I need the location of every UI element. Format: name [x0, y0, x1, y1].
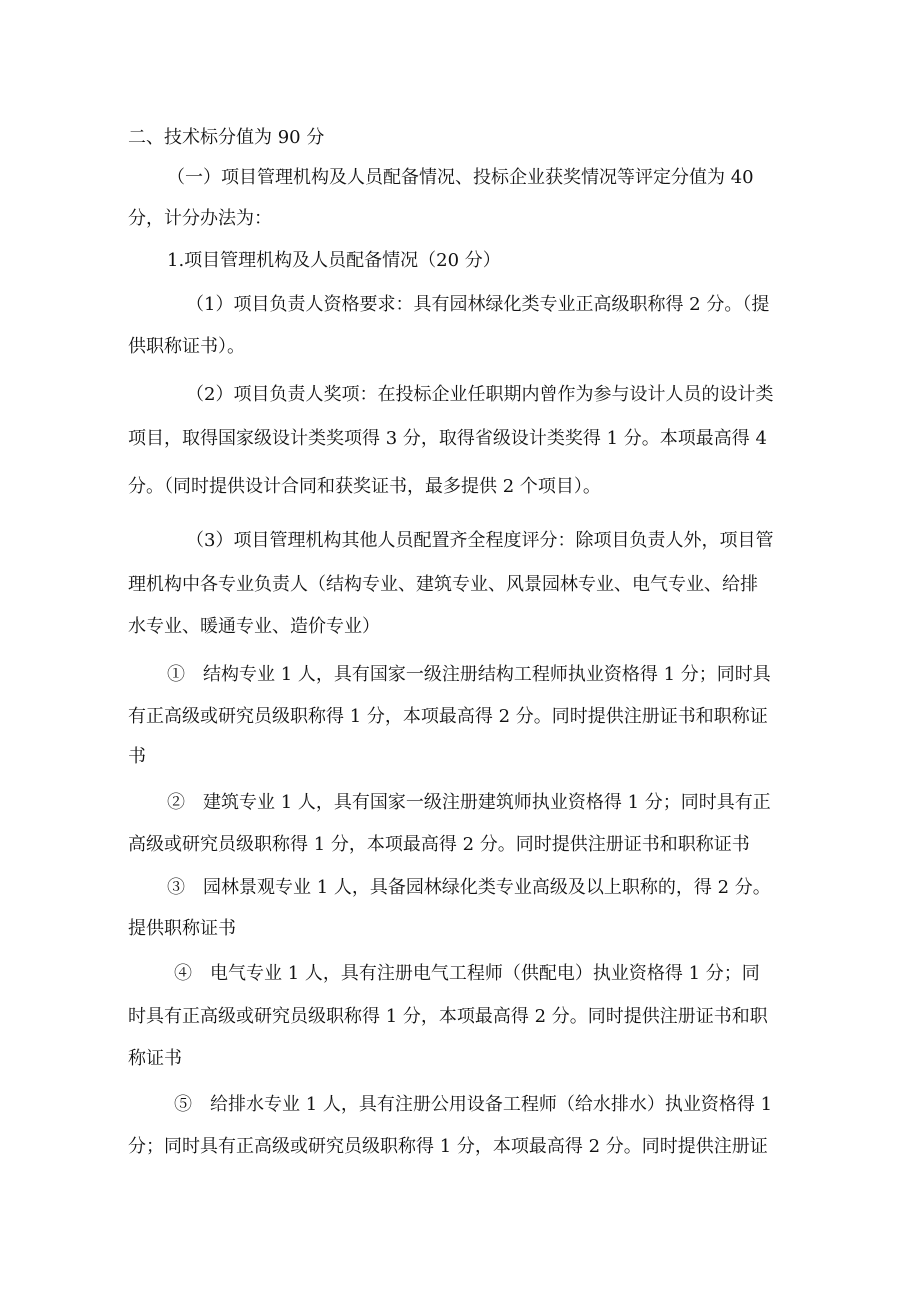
paragraph-line: （一）项目管理机构及人员配备情况、投标企业获奖情况等评定分值为 40 [167, 167, 754, 188]
list-item-line: ③ 园林景观专业 1 人，具备园林绿化类专业高级及以上职称的，得 2 分。 [167, 877, 771, 898]
list-item-line: ④ 电气专业 1 人，具有注册电气工程师（供配电）执业资格得 1 分；同 [174, 963, 760, 984]
paragraph-line: 理机构中各专业负责人（结构专业、建筑专业、风景园林专业、电气专业、给排 [128, 574, 758, 595]
list-item-line: 有正高级或研究员级职称得 1 分，本项最高得 2 分。同时提供注册证书和职称证 [128, 706, 768, 727]
paragraph-line: 水专业、暖通专业、造价专业） [128, 616, 380, 637]
paragraph-line: 分。（同时提供设计合同和获奖证书，最多提供 2 个项目）。 [128, 476, 601, 497]
paragraph-line: （1）项目负责人资格要求：具有园林绿化类专业正高级职称得 2 分。（提 [186, 294, 770, 315]
section-heading: 二、技术标分值为 90 分 [128, 127, 325, 148]
subsection-heading: 1.项目管理机构及人员配备情况（20 分） [167, 250, 501, 271]
list-item-line: ⑤ 给排水专业 1 人，具有注册公用设备工程师（给水排水）执业资格得 1 [174, 1094, 773, 1115]
list-item-line: 时具有正高级或研究员级职称得 1 分，本项最高得 2 分。同时提供注册证书和职 [128, 1006, 768, 1027]
list-item-line: 提供职称证书 [128, 918, 236, 939]
list-item-line: 分；同时具有正高级或研究员级职称得 1 分，本项最高得 2 分。同时提供注册证 [128, 1136, 768, 1157]
paragraph-line: 供职称证书）。 [128, 336, 245, 357]
list-item-line: 称证书 [128, 1048, 182, 1069]
paragraph-line: 项目，取得国家级设计类奖项得 3 分，取得省级设计类奖得 1 分。本项最高得 4 [128, 428, 767, 449]
paragraph-line: 分，计分办法为： [128, 208, 272, 229]
paragraph-line: （2）项目负责人奖项：在投标企业任职期内曾作为参与设计人员的设计类 [186, 384, 774, 405]
paragraph-line: （3）项目管理机构其他人员配置齐全程度评分：除项目负责人外，项目管 [186, 530, 774, 551]
list-item-line: 高级或研究员级职称得 1 分，本项最高得 2 分。同时提供注册证书和职称证书 [128, 834, 750, 855]
list-item-line: ② 建筑专业 1 人，具有国家一级注册建筑师执业资格得 1 分；同时具有正 [167, 792, 771, 813]
list-item-line: ① 结构专业 1 人，具有国家一级注册结构工程师执业资格得 1 分；同时具 [167, 664, 771, 685]
list-item-line: 书 [128, 746, 146, 767]
